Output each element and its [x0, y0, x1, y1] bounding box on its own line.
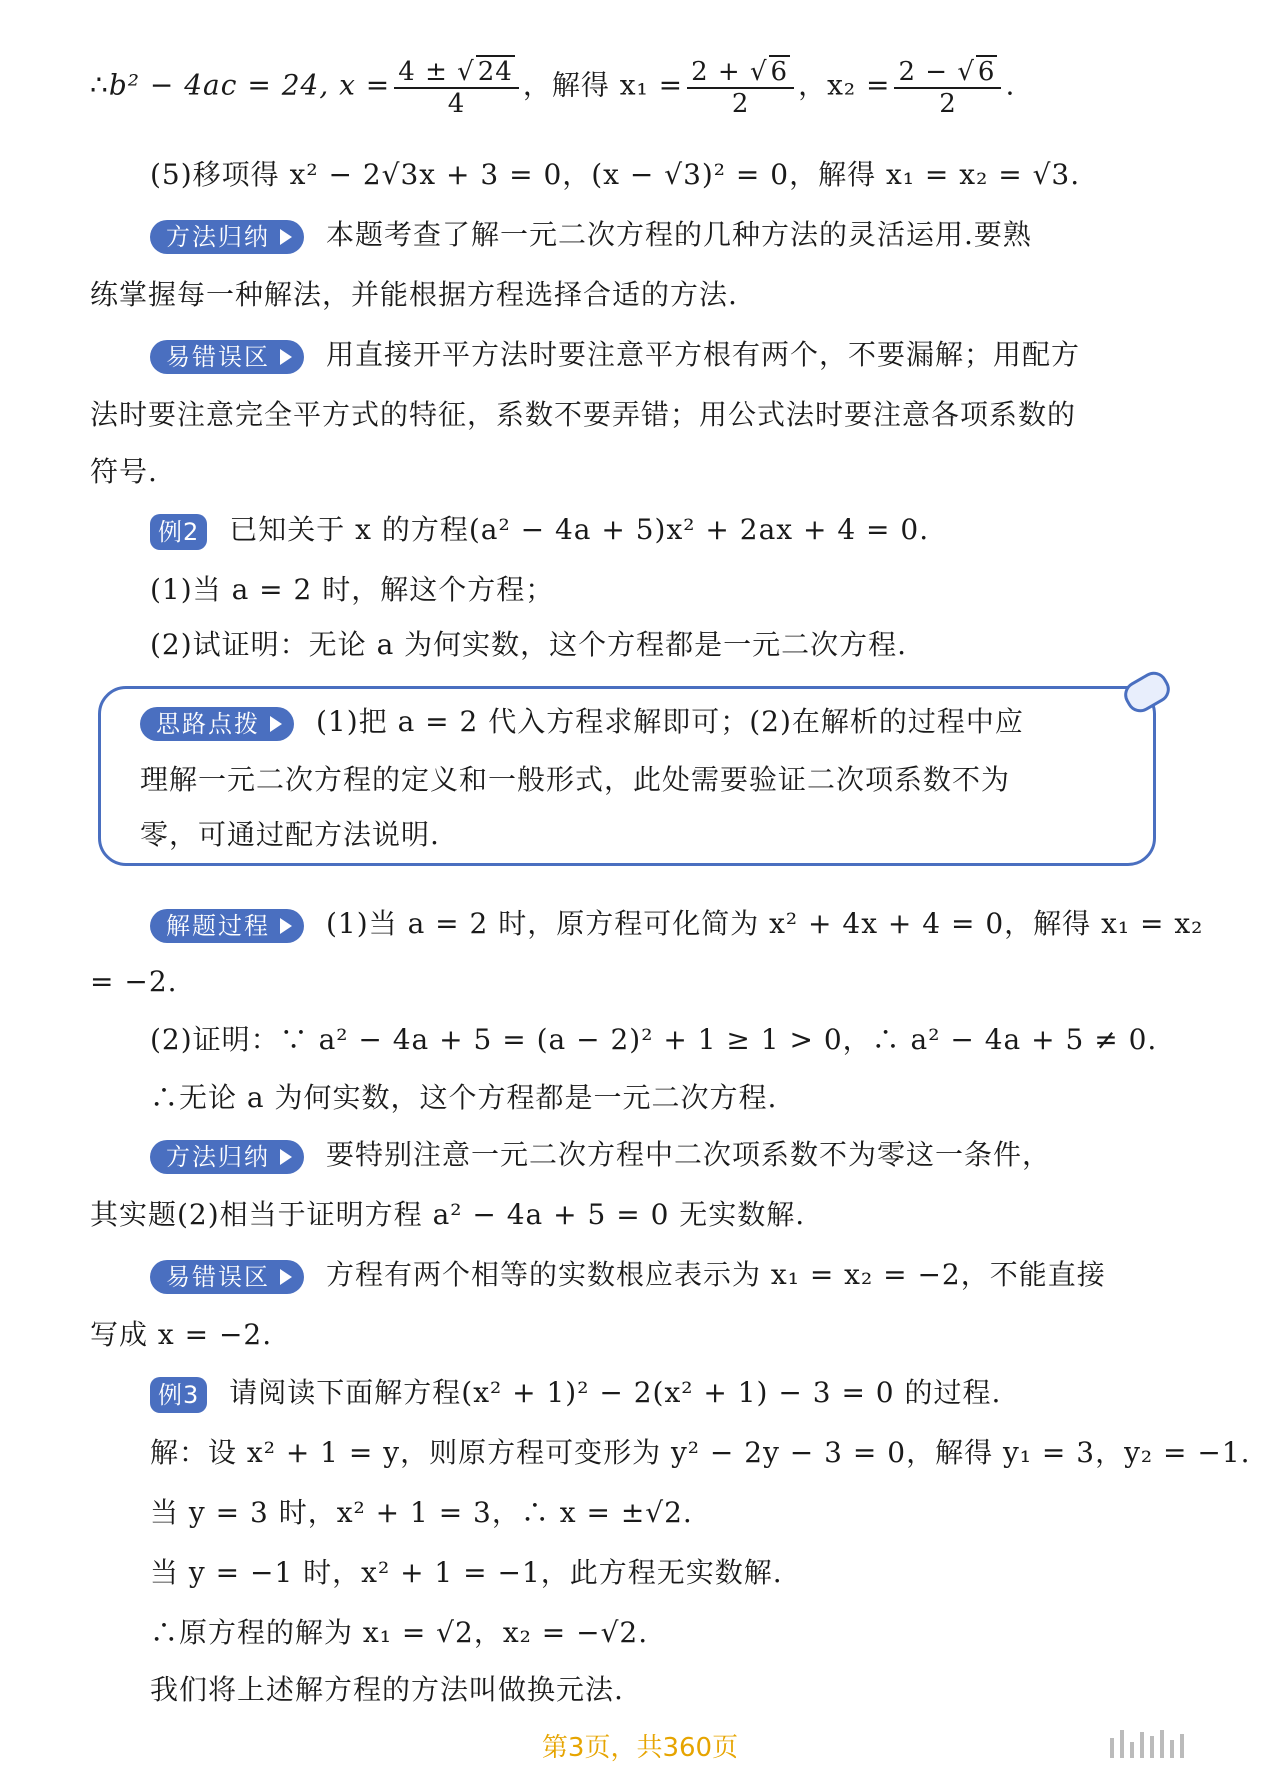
- mistake-text: 用直接开平方法时要注意平方根有两个，不要漏解；用配方: [326, 338, 1081, 371]
- method-badge: [150, 1140, 304, 1174]
- hint-line-2: 理解一元二次方程的定义和一般形式，此处需要验证二次项系数不为: [140, 763, 1011, 796]
- hint-line-1: [140, 702, 1240, 742]
- solution-line-4: [90, 55, 1190, 119]
- discriminant-expression: b² − 4ac = 24, x =: [108, 68, 391, 102]
- mistake-zone-2: [150, 1255, 1250, 1295]
- example-3-line-5: 我们将上述解方程的方法叫做换元法.: [150, 1673, 624, 1706]
- example-2-text: 已知关于 x 的方程(a² − 4a + 5)x² + 2ax + 4 = 0.: [229, 513, 930, 546]
- badge-label: 易错误区: [166, 342, 270, 371]
- mistake-text: 方程有两个相等的实数根应表示为 x₁ = x₂ = −2，不能直接: [326, 1258, 1106, 1291]
- method-badge: [150, 220, 304, 254]
- mistake-zone-2-cont: 写成 x = −2.: [90, 1318, 273, 1351]
- example-badge: 例3: [150, 1377, 207, 1413]
- example-3-line-4: ∴原方程的解为 x₁ = √2，x₂ = −√2.: [150, 1616, 649, 1649]
- mistake-zone-1-cont: 法时要注意完全平方式的特征，系数不要弄错；用公式法时要注意各项系数的: [90, 398, 1077, 431]
- solution-text: ，x₂ =: [798, 68, 891, 102]
- solution-badge: [150, 909, 304, 943]
- radicand: 6: [977, 57, 996, 87]
- play-arrow-icon: [280, 229, 292, 245]
- solution-line-5: (5)移项得 x² − 2√3x + 3 = 0，(x − √3)² = 0，解得 x₁ = x₂ = √3.: [150, 158, 1081, 191]
- play-arrow-icon: [270, 716, 282, 732]
- solution-text: ，解得 x₁ =: [522, 68, 684, 102]
- therefore-symbol: ∴: [90, 68, 109, 102]
- fraction-denominator: 4: [447, 89, 466, 119]
- fraction-denominator: 2: [939, 89, 957, 119]
- method-summary-2: [150, 1135, 1250, 1175]
- play-arrow-icon: [280, 918, 292, 934]
- hint-text: (1)把 a = 2 代入方程求解即可；(2)在解析的过程中应: [316, 705, 1024, 738]
- fraction-general: $\frac{4 \pm √ 24}{4}$: [394, 55, 519, 119]
- method-summary-1-cont: 练掌握每一种解法，并能根据方程选择合适的方法.: [90, 278, 738, 311]
- solution-process-3: ∴无论 a 为何实数，这个方程都是一元二次方程.: [150, 1081, 778, 1114]
- hint-badge: [140, 707, 294, 741]
- example-3-line-2: 当 y = 3 时，x² + 1 = 3，∴ x = ±√2.: [150, 1496, 693, 1529]
- fraction-numerator: 2 −: [898, 57, 958, 87]
- period: .: [1005, 68, 1016, 102]
- fraction-x2: $\frac{2 - √ 6}{2}$: [894, 55, 1001, 119]
- play-arrow-icon: [280, 1149, 292, 1165]
- example-3-line-3: 当 y = −1 时，x² + 1 = −1，此方程无实数解.: [150, 1556, 783, 1589]
- page-number: 第3页，共360页: [541, 1733, 739, 1763]
- badge-label: 思路点拨: [156, 709, 260, 738]
- example-badge: 例2: [150, 514, 207, 550]
- example-2-title: [150, 510, 1250, 550]
- fraction-x1: $\frac{2 + √ 6}{2}$: [687, 55, 794, 119]
- mistake-badge: [150, 1260, 304, 1294]
- solution-process-1-cont: = −2.: [90, 965, 178, 998]
- mistake-badge: [150, 340, 304, 374]
- badge-label: 方法归纳: [166, 222, 270, 251]
- method-text: 本题考查了解一元二次方程的几种方法的灵活运用.要熟: [326, 218, 1032, 251]
- hint-line-3: 零，可通过配方法说明.: [140, 818, 440, 851]
- fraction-denominator: 2: [731, 89, 750, 119]
- example-2-q2: (2)试证明：无论 a 为何实数，这个方程都是一元二次方程.: [150, 628, 908, 661]
- mistake-zone-1-end: 符号.: [90, 455, 158, 488]
- badge-label: 方法归纳: [166, 1142, 270, 1171]
- barcode-watermark-icon: [1110, 1728, 1260, 1758]
- badge-label: 易错误区: [166, 1262, 270, 1291]
- example-3-line-1: 解：设 x² + 1 = y，则原方程可变形为 y² − 2y − 3 = 0，解得 y₁ = 3，y₂ = −1.: [150, 1436, 1251, 1469]
- radicand: 24: [477, 57, 513, 87]
- radicand: 6: [770, 57, 789, 87]
- example-3-title: [150, 1373, 1250, 1413]
- solution-process-2: (2)证明：∵ a² − 4a + 5 = (a − 2)² + 1 ≥ 1 > 0，∴ a² − 4a + 5 ≠ 0.: [150, 1023, 1158, 1056]
- method-summary-2-cont: 其实题(2)相当于证明方程 a² − 4a + 5 = 0 无实数解.: [90, 1198, 806, 1231]
- fraction-numerator: 4 ±: [398, 57, 458, 87]
- fraction-numerator: 2 +: [691, 57, 750, 87]
- solution-text: (1)当 a = 2 时，原方程可化简为 x² + 4x + 4 = 0，解得 x₁ = x₂: [326, 907, 1204, 940]
- badge-label: 解题过程: [166, 911, 270, 940]
- example-3-text: 请阅读下面解方程(x² + 1)² − 2(x² + 1) − 3 = 0 的过程.: [229, 1376, 1002, 1409]
- play-arrow-icon: [280, 1269, 292, 1285]
- mistake-zone-1: [150, 335, 1250, 375]
- method-text: 要特别注意一元二次方程中二次项系数不为零这一条件，: [326, 1138, 1052, 1171]
- example-2-q1: (1)当 a = 2 时，解这个方程；: [150, 573, 555, 606]
- method-summary-1: [150, 215, 1250, 255]
- solution-process-1: [150, 904, 1250, 944]
- play-arrow-icon: [280, 349, 292, 365]
